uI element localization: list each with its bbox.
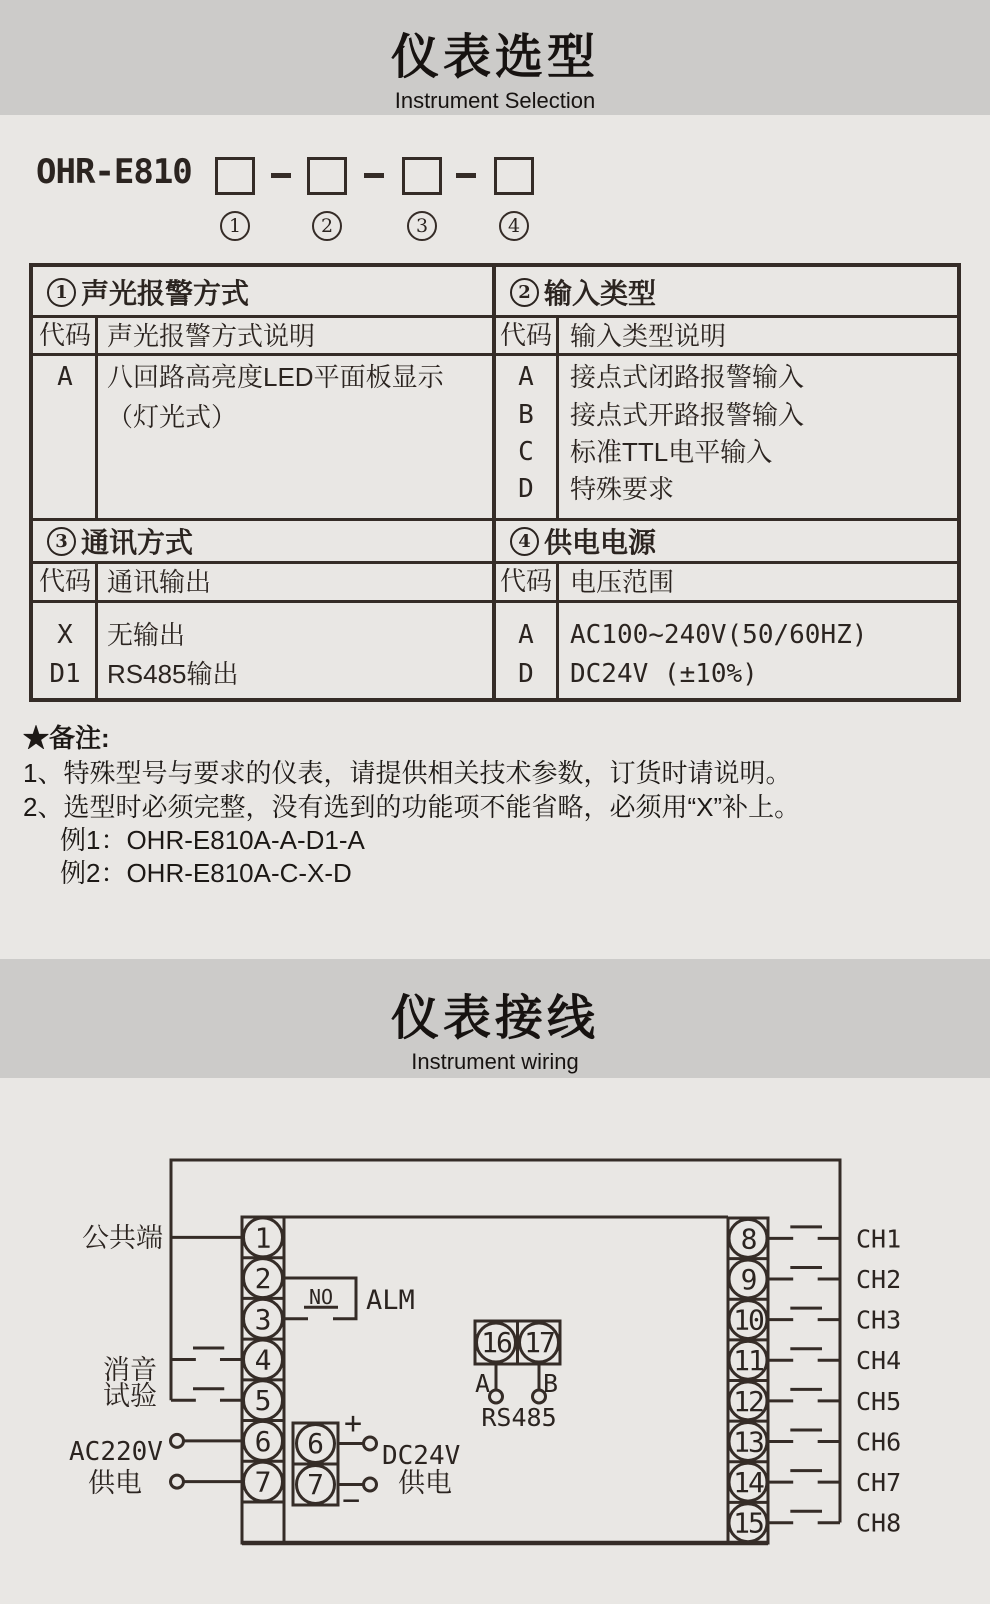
section1-desc-header: 声光报警方式说明 xyxy=(107,321,316,351)
channel-label-ch3: CH3 xyxy=(856,1305,902,1335)
terminal-number-7: 7 xyxy=(254,1465,272,1499)
section3-row-desc: RS485输出 xyxy=(107,659,239,689)
wiring-banner xyxy=(0,959,990,1078)
terminal-number-8: 8 xyxy=(740,1222,756,1256)
note-item: 2、选型时必须完整，没有选到的功能项不能省略，必须用“X”补上。 xyxy=(23,792,801,822)
wiring-diagram xyxy=(0,1080,990,1604)
terminal-number-14: 14 xyxy=(733,1466,763,1500)
terminal-number-10: 10 xyxy=(733,1303,763,1337)
channel-label-ch1: CH1 xyxy=(856,1224,902,1254)
rs485-a-terminal xyxy=(490,1390,503,1403)
section3-row-code: D1 xyxy=(49,659,81,689)
wiring-subtitle: Instrument wiring xyxy=(411,1049,579,1074)
ac-supply-terminal xyxy=(171,1434,184,1447)
model-number: OHR-E810 xyxy=(36,152,192,192)
section1-code-header: 代码 xyxy=(38,321,91,351)
section4-code-header: 代码 xyxy=(499,567,552,597)
ac-supply-terminal xyxy=(171,1475,184,1488)
no-contact-label: NO xyxy=(308,1285,334,1309)
terminal-number-12: 12 xyxy=(733,1384,763,1418)
terminal-number-5: 5 xyxy=(254,1384,272,1418)
terminal-number-4: 4 xyxy=(254,1343,272,1377)
section3-number: 3 xyxy=(47,527,76,556)
section4-title: 供电电源 xyxy=(544,527,657,558)
model-position-box-2 xyxy=(307,157,347,195)
dc-power-label2: 供电 xyxy=(398,1468,452,1498)
minus-sign: − xyxy=(341,1483,361,1518)
section4-row-code: A xyxy=(518,620,534,650)
section2-row-code: B xyxy=(518,400,534,430)
channel-label-ch4: CH4 xyxy=(856,1346,902,1376)
wiring-title: 仪表接线 xyxy=(390,992,599,1045)
section2-header xyxy=(510,272,656,312)
channel-label-ch6: CH6 xyxy=(856,1427,902,1457)
channel-label-ch5: CH5 xyxy=(856,1386,902,1416)
comm-terminal-number: 16 xyxy=(481,1326,511,1359)
dc-supply-terminal xyxy=(364,1437,377,1450)
section2-row-desc: 接点式闭路报警输入 xyxy=(570,362,805,392)
dc-terminal-number: 7 xyxy=(307,1468,324,1501)
section1-number: 1 xyxy=(47,278,76,307)
selection-table xyxy=(29,263,961,702)
note-item: 1、特殊型号与要求的仪表，请提供相关技术参数，订货时请说明。 xyxy=(23,758,792,788)
selection-banner xyxy=(0,0,990,115)
section1-title: 声光报警方式 xyxy=(81,278,250,309)
selection-subtitle: Instrument Selection xyxy=(394,88,596,113)
model-position-box-1 xyxy=(215,157,255,195)
dash xyxy=(456,173,476,178)
section4-row-desc: DC24V (±10%) xyxy=(570,659,758,689)
model-position-box-3 xyxy=(402,157,442,195)
channel-label-ch7: CH7 xyxy=(856,1468,902,1498)
section1-row-desc: 八回路高亮度LED平面板显示 xyxy=(107,362,444,392)
section3-desc-header: 通讯输出 xyxy=(107,567,212,597)
test-label: 试验 xyxy=(103,1381,157,1411)
section2-row-desc: 接点式开路报警输入 xyxy=(570,400,805,430)
channel-label-ch2: CH2 xyxy=(856,1264,902,1294)
terminal-number-9: 9 xyxy=(740,1262,756,1296)
section2-row-desc: 特殊要求 xyxy=(570,474,675,504)
section2-row-code: C xyxy=(518,437,534,467)
rs485-a-label: A xyxy=(474,1369,490,1398)
section4-desc-header: 电压范围 xyxy=(570,567,675,597)
dash xyxy=(364,173,384,178)
rs485-b-label: B xyxy=(543,1369,559,1398)
section4-number: 4 xyxy=(510,527,539,556)
section2-title: 输入类型 xyxy=(544,278,657,309)
model-position-box-4 xyxy=(494,157,534,195)
position-number-2: 2 xyxy=(312,211,342,241)
section2-desc-header: 输入类型说明 xyxy=(570,321,727,351)
section1-header xyxy=(47,272,249,312)
alarm-label: ALM xyxy=(366,1285,415,1316)
terminal-number-2: 2 xyxy=(254,1262,272,1296)
section2-row-desc: 标准TTL电平输入 xyxy=(570,437,773,467)
ac-power-label2: 供电 xyxy=(88,1468,142,1498)
rs485-label: RS485 xyxy=(481,1403,557,1432)
notes-header: ★备注: xyxy=(23,723,110,753)
terminal-number-13: 13 xyxy=(733,1425,763,1459)
terminal-number-11: 11 xyxy=(733,1344,763,1378)
dc-supply-terminal xyxy=(364,1478,377,1491)
position-number-3: 3 xyxy=(407,211,437,241)
section4-row-code: D xyxy=(518,659,534,689)
section2-row-code: D xyxy=(518,474,534,504)
section2-code-header: 代码 xyxy=(499,321,552,351)
left-terminal-strip xyxy=(242,1217,284,1543)
section4-header xyxy=(510,521,656,561)
section2-row-code: A xyxy=(518,362,534,392)
dc-terminal-number: 6 xyxy=(307,1427,324,1460)
section3-row-desc: 无输出 xyxy=(107,620,186,650)
common-label: 公共端 xyxy=(82,1223,163,1253)
position-number-1: 1 xyxy=(220,211,250,241)
position-number-4: 4 xyxy=(499,211,529,241)
section3-code-header: 代码 xyxy=(38,567,91,597)
section1-row-code: A xyxy=(57,362,73,392)
mute-label: 消音 xyxy=(103,1355,157,1385)
selection-title: 仪表选型 xyxy=(390,31,599,84)
section1-row-desc2: （灯光式） xyxy=(107,402,238,432)
comm-terminal-number: 17 xyxy=(524,1326,554,1359)
dc-power-label: DC24V xyxy=(382,1441,461,1471)
dash xyxy=(271,173,291,178)
section4-row-desc: AC100~240V(50/60HZ) xyxy=(570,620,868,650)
plus-sign: + xyxy=(343,1406,363,1441)
section2-number: 2 xyxy=(510,278,539,307)
terminal-number-1: 1 xyxy=(254,1221,272,1255)
section3-header xyxy=(47,521,193,561)
ac-power-label: AC220V xyxy=(69,1437,163,1467)
note-example: 例2：OHR-E810A-C-X-D xyxy=(60,858,352,888)
note-example: 例1：OHR-E810A-A-D1-A xyxy=(60,825,365,855)
channel-label-ch8: CH8 xyxy=(856,1508,902,1538)
section3-row-code: X xyxy=(57,620,73,650)
section3-title: 通讯方式 xyxy=(81,527,194,558)
terminal-number-15: 15 xyxy=(733,1506,763,1540)
terminal-number-6: 6 xyxy=(254,1424,272,1458)
terminal-number-3: 3 xyxy=(254,1302,272,1336)
